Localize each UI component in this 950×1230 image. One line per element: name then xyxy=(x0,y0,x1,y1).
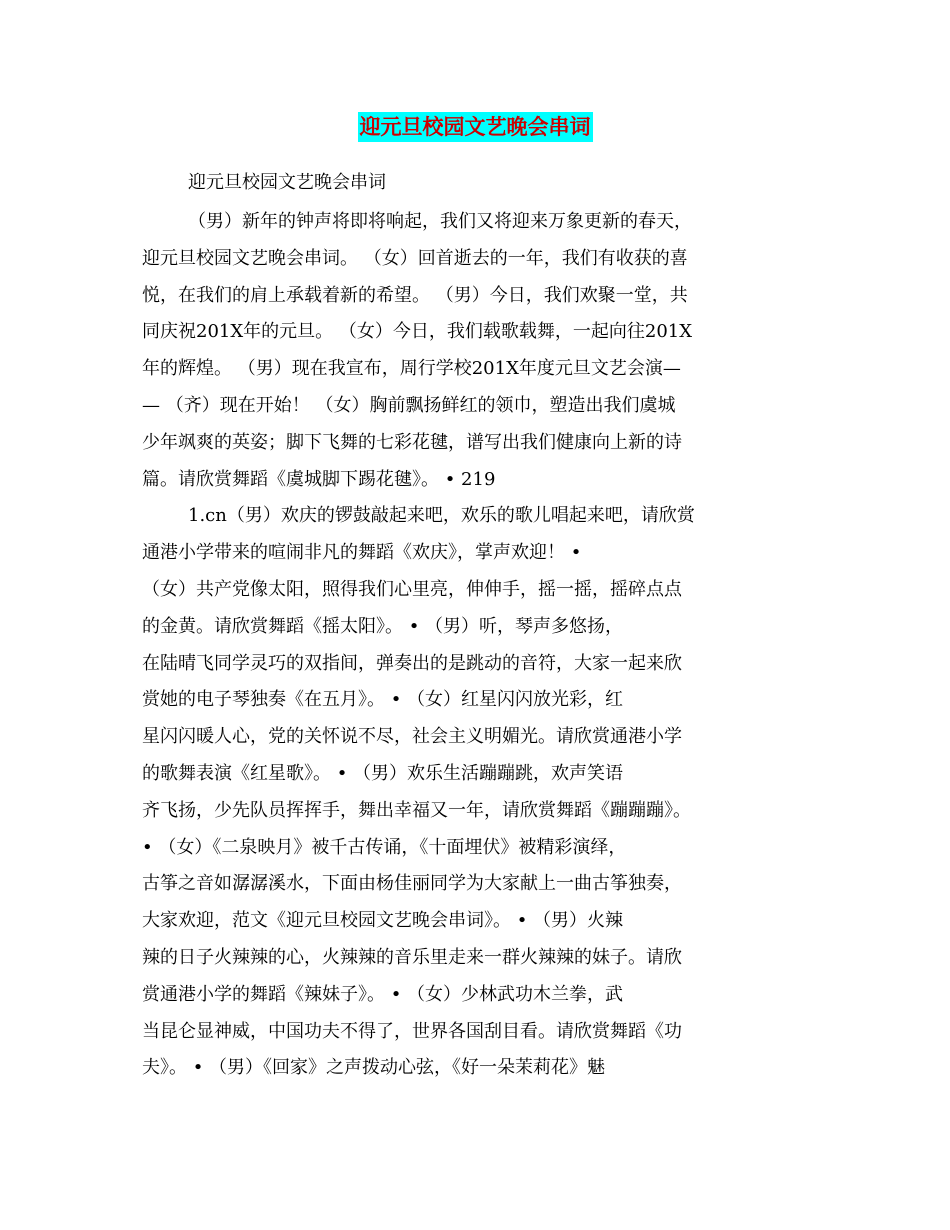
body-line: 古筝之音如潺潺溪水，下面由杨佳丽同学为大家献上一曲古筝独奏， xyxy=(142,873,682,895)
body-line: — （齐）现在开始！ （女）胸前飘扬鲜红的领巾，塑造出我们虞城 xyxy=(142,394,676,416)
document-subtitle: 迎元旦校园文艺晚会串词 xyxy=(188,172,386,193)
body-line: 通港小学带来的喧闹非凡的舞蹈《欢庆》，掌声欢迎！ • xyxy=(142,542,582,564)
body-line: 的金黄。请欣赏舞蹈《摇太阳》。 • （男）听，琴声多悠扬， xyxy=(142,615,624,637)
body-line: 星闪闪暖人心，党的关怀说不尽，社会主义明媚光。请欣赏通港小学 xyxy=(142,726,682,748)
body-text xyxy=(142,204,822,1087)
body-line: • （女）《二泉映月》被千古传诵，《十面埋伏》被精彩演绎， xyxy=(142,836,627,858)
body-line: 辣的日子火辣辣的心，火辣辣的音乐里走来一群火辣辣的妹子。请欣 xyxy=(142,946,682,968)
body-line: 少年飒爽的英姿；脚下飞舞的七彩花毽，谱写出我们健康向上新的诗 xyxy=(142,431,682,453)
body-line: 迎元旦校园文艺晚会串词。 （女）回首逝去的一年，我们有收获的喜 xyxy=(142,247,688,269)
document-title: 迎元旦校园文艺晚会串词 xyxy=(358,112,593,142)
body-line: 齐飞扬，少先队员挥挥手，舞出幸福又一年，请欣赏舞蹈《蹦蹦蹦》。 xyxy=(142,799,691,821)
title-container xyxy=(0,112,950,142)
body-line: 的歌舞表演《红星歌》。 • （男）欢乐生活蹦蹦跳，欢声笑语 xyxy=(142,762,624,784)
body-line: 大家欢迎，范文《迎元旦校园文艺晚会串词》。 • （男）火辣 xyxy=(142,910,624,932)
body-line: 悦，在我们的肩上承载着新的希望。 （男）今日，我们欢聚一堂，共 xyxy=(142,284,688,306)
body-line: 在陆晴飞同学灵巧的双指间，弹奏出的是跳动的音符，大家一起来欣 xyxy=(142,652,682,674)
body-line: 篇。请欣赏舞蹈《虞城脚下踢花毽》。 • 219 xyxy=(142,468,496,490)
body-line: 赏通港小学的舞蹈《辣妹子》。 • （女）少林武功木兰拳，武 xyxy=(142,983,624,1005)
body-line: 年的辉煌。 （男）现在我宣布，周行学校201X年度元旦文艺会演— xyxy=(142,358,681,380)
body-line: 当昆仑显神威，中国功夫不得了，世界各国刮目看。请欣赏舞蹈《功 xyxy=(142,1020,682,1042)
body-line: 赏她的电子琴独奏《在五月》。 • （女）红星闪闪放光彩，红 xyxy=(142,689,624,711)
body-line: （男）新年的钟声将即将响起，我们又将迎来万象更新的春天， xyxy=(188,211,692,232)
body-line: 1.cn（男）欢庆的锣鼓敲起来吧，欢乐的歌儿唱起来吧，请欣赏 xyxy=(188,505,695,527)
body-line: （女）共产党像太阳，照得我们心里亮，伸伸手，摇一摇，摇碎点点 xyxy=(142,578,682,600)
body-line: 同庆祝201X年的元旦。 （女）今日，我们载歌载舞，一起向往201X xyxy=(142,321,693,343)
body-line: 夫》。 • （男）《回家》之声拨动心弦，《好一朵茉莉花》魅 xyxy=(142,1057,606,1079)
